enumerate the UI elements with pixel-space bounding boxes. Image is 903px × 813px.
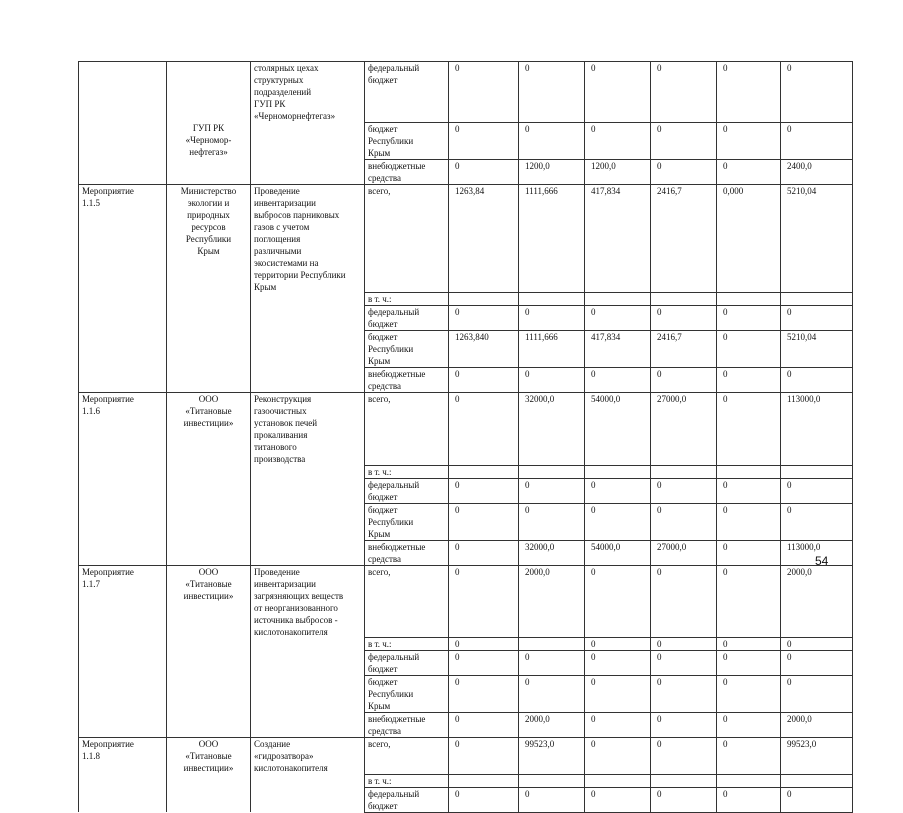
value-cell: 0 xyxy=(585,713,651,738)
executor-cell xyxy=(167,774,251,787)
value-cell: 0 xyxy=(449,478,519,503)
funding-source-cell: бюджет Республики Крым xyxy=(365,676,449,713)
value-cell: 0 xyxy=(717,713,781,738)
executor-cell xyxy=(167,787,251,812)
value-cell xyxy=(519,465,585,478)
value-cell: 0 xyxy=(585,306,651,331)
value-cell: 99523,0 xyxy=(781,738,853,775)
table-row xyxy=(79,738,853,775)
value-cell: 0 xyxy=(651,676,717,713)
value-cell: 99523,0 xyxy=(519,738,585,775)
table-row xyxy=(79,368,853,393)
value-cell xyxy=(651,293,717,306)
funding-source-cell: федеральный бюджет xyxy=(365,651,449,676)
value-cell xyxy=(449,293,519,306)
value-cell: 0 xyxy=(449,306,519,331)
description-cell xyxy=(251,306,365,331)
value-cell: 0 xyxy=(449,676,519,713)
value-cell xyxy=(449,465,519,478)
event-cell: Мероприятие 1.1.8 xyxy=(79,738,167,775)
value-cell: 0 xyxy=(449,738,519,775)
event-cell xyxy=(79,478,167,503)
value-cell: 27000,0 xyxy=(651,540,717,565)
executor-cell xyxy=(167,676,251,713)
value-cell: 0 xyxy=(781,676,853,713)
funding-source-cell: всего, xyxy=(365,738,449,775)
value-cell: 2000,0 xyxy=(781,713,853,738)
value-cell: 27000,0 xyxy=(651,393,717,466)
funding-source-cell: внебюджетные средства xyxy=(365,713,449,738)
value-cell xyxy=(449,774,519,787)
event-cell: Мероприятие 1.1.5 xyxy=(79,184,167,293)
description-cell: Создание «гидрозатвора» кислотонакопителя xyxy=(251,738,365,775)
description-cell: Проведение инвентаризации выбросов парниковых газов с учетом поглощения различными экосистемами на территории Республики Крым xyxy=(251,184,365,293)
executor-cell: ООО «Титановые инвестиции» xyxy=(167,738,251,775)
value-cell: 0 xyxy=(651,122,717,159)
value-cell: 0 xyxy=(585,503,651,540)
description-cell xyxy=(251,787,365,812)
value-cell: 0 xyxy=(781,62,853,123)
description-cell xyxy=(251,638,365,651)
value-cell: 0 xyxy=(449,787,519,812)
value-cell: 0 xyxy=(717,787,781,812)
value-cell: 32000,0 xyxy=(519,540,585,565)
description-cell xyxy=(251,713,365,738)
value-cell: 0 xyxy=(519,651,585,676)
value-cell: 0 xyxy=(519,676,585,713)
value-cell: 0 xyxy=(781,651,853,676)
value-cell: 113000,0 xyxy=(781,393,853,466)
description-cell xyxy=(251,331,365,368)
value-cell: 5210,04 xyxy=(781,331,853,368)
description-cell xyxy=(251,465,365,478)
executor-cell xyxy=(167,368,251,393)
funding-source-cell: в т. ч.: xyxy=(365,465,449,478)
funding-source-cell: всего, xyxy=(365,184,449,293)
value-cell: 1111,666 xyxy=(519,331,585,368)
value-cell: 2000,0 xyxy=(519,565,585,638)
value-cell: 0 xyxy=(519,503,585,540)
value-cell: 0 xyxy=(781,638,853,651)
executor-cell xyxy=(167,465,251,478)
table-row xyxy=(79,676,853,713)
value-cell: 0 xyxy=(449,713,519,738)
description-cell xyxy=(251,540,365,565)
executor-cell xyxy=(167,713,251,738)
funding-source-cell: федеральный бюджет xyxy=(365,62,449,123)
value-cell: 0 xyxy=(651,638,717,651)
page-number: 54 xyxy=(815,554,829,568)
funding-source-cell: федеральный бюджет xyxy=(365,306,449,331)
value-cell: 1200,0 xyxy=(519,159,585,184)
executor-cell xyxy=(167,62,251,123)
event-cell xyxy=(79,787,167,812)
event-cell xyxy=(79,293,167,306)
value-cell: 0 xyxy=(585,565,651,638)
value-cell: 0 xyxy=(717,565,781,638)
table-row xyxy=(79,713,853,738)
value-cell: 0 xyxy=(651,713,717,738)
value-cell: 0 xyxy=(781,122,853,159)
value-cell xyxy=(585,465,651,478)
value-cell: 0 xyxy=(651,503,717,540)
event-cell: Мероприятие 1.1.6 xyxy=(79,393,167,466)
value-cell: 0 xyxy=(781,503,853,540)
description-cell xyxy=(251,293,365,306)
value-cell: 0 xyxy=(585,638,651,651)
value-cell: 0 xyxy=(781,306,853,331)
event-cell xyxy=(79,651,167,676)
value-cell xyxy=(519,638,585,651)
table-row xyxy=(79,787,853,812)
table-row xyxy=(79,122,853,159)
event-cell xyxy=(79,465,167,478)
value-cell: 1200,0 xyxy=(585,159,651,184)
value-cell xyxy=(651,774,717,787)
table-row xyxy=(79,62,853,123)
event-cell xyxy=(79,331,167,368)
executor-cell: ГУП РК «Черномор- нефтегаз» xyxy=(167,122,251,159)
value-cell xyxy=(585,774,651,787)
value-cell: 0 xyxy=(717,62,781,123)
value-cell: 0 xyxy=(717,638,781,651)
value-cell: 0 xyxy=(717,676,781,713)
value-cell: 0 xyxy=(717,368,781,393)
event-cell xyxy=(79,540,167,565)
funding-source-cell: бюджет Республики Крым xyxy=(365,331,449,368)
value-cell: 0 xyxy=(781,787,853,812)
description-cell xyxy=(251,122,365,159)
executor-cell xyxy=(167,478,251,503)
value-cell: 0,000 xyxy=(717,184,781,293)
executor-cell xyxy=(167,159,251,184)
executor-cell xyxy=(167,293,251,306)
funding-source-cell: федеральный бюджет xyxy=(365,787,449,812)
event-cell xyxy=(79,503,167,540)
table-row xyxy=(79,540,853,565)
value-cell: 2000,0 xyxy=(781,565,853,638)
value-cell: 0 xyxy=(519,478,585,503)
value-cell: 0 xyxy=(717,122,781,159)
table-row xyxy=(79,478,853,503)
value-cell xyxy=(519,293,585,306)
value-cell: 0 xyxy=(651,306,717,331)
value-cell: 0 xyxy=(449,159,519,184)
value-cell: 417,834 xyxy=(585,184,651,293)
table-row xyxy=(79,393,853,466)
value-cell: 1111,666 xyxy=(519,184,585,293)
event-cell xyxy=(79,713,167,738)
value-cell: 0 xyxy=(519,787,585,812)
value-cell xyxy=(717,774,781,787)
value-cell: 0 xyxy=(781,478,853,503)
value-cell: 0 xyxy=(449,393,519,466)
value-cell: 113000,0 xyxy=(781,540,853,565)
executor-cell xyxy=(167,651,251,676)
value-cell: 0 xyxy=(717,331,781,368)
value-cell: 2000,0 xyxy=(519,713,585,738)
value-cell: 0 xyxy=(651,787,717,812)
value-cell: 54000,0 xyxy=(585,540,651,565)
budget-table xyxy=(78,61,853,813)
value-cell: 0 xyxy=(585,122,651,159)
value-cell: 2416,7 xyxy=(651,184,717,293)
description-cell: Реконструкция газоочистных установок печей прокаливания титанового производства xyxy=(251,393,365,466)
value-cell: 0 xyxy=(519,306,585,331)
executor-cell xyxy=(167,638,251,651)
value-cell: 32000,0 xyxy=(519,393,585,466)
value-cell: 0 xyxy=(449,122,519,159)
value-cell: 0 xyxy=(651,62,717,123)
value-cell: 0 xyxy=(519,62,585,123)
value-cell: 0 xyxy=(585,478,651,503)
event-cell xyxy=(79,62,167,123)
description-cell xyxy=(251,651,365,676)
executor-cell xyxy=(167,306,251,331)
executor-cell: ООО «Титановые инвестиции» xyxy=(167,393,251,466)
table-row xyxy=(79,331,853,368)
funding-source-cell: в т. ч.: xyxy=(365,774,449,787)
value-cell xyxy=(519,774,585,787)
value-cell xyxy=(717,465,781,478)
description-cell xyxy=(251,503,365,540)
funding-source-cell: федеральный бюджет xyxy=(365,478,449,503)
description-cell: столярных цехах структурных подразделений ГУП РК «Черноморнефтегаз» xyxy=(251,62,365,123)
value-cell: 0 xyxy=(651,651,717,676)
value-cell: 0 xyxy=(449,638,519,651)
event-cell xyxy=(79,159,167,184)
value-cell: 2416,7 xyxy=(651,331,717,368)
table-row xyxy=(79,638,853,651)
description-cell xyxy=(251,159,365,184)
value-cell: 417,834 xyxy=(585,331,651,368)
value-cell xyxy=(781,465,853,478)
value-cell: 0 xyxy=(449,368,519,393)
event-cell xyxy=(79,638,167,651)
value-cell: 0 xyxy=(449,62,519,123)
value-cell xyxy=(781,293,853,306)
table-row xyxy=(79,159,853,184)
value-cell: 1263,84 xyxy=(449,184,519,293)
value-cell: 0 xyxy=(585,368,651,393)
table-row xyxy=(79,293,853,306)
event-cell: Мероприятие 1.1.7 xyxy=(79,565,167,638)
value-cell: 0 xyxy=(717,503,781,540)
funding-source-cell: бюджет Республики Крым xyxy=(365,503,449,540)
value-cell: 0 xyxy=(585,62,651,123)
executor-cell: ООО «Титановые инвестиции» xyxy=(167,565,251,638)
executor-cell xyxy=(167,540,251,565)
value-cell: 0 xyxy=(717,159,781,184)
event-cell xyxy=(79,368,167,393)
value-cell: 0 xyxy=(651,478,717,503)
value-cell: 0 xyxy=(717,651,781,676)
executor-cell xyxy=(167,331,251,368)
event-cell xyxy=(79,676,167,713)
value-cell: 54000,0 xyxy=(585,393,651,466)
value-cell: 0 xyxy=(449,565,519,638)
executor-cell xyxy=(167,503,251,540)
funding-source-cell: бюджет Республики Крым xyxy=(365,122,449,159)
value-cell: 0 xyxy=(781,368,853,393)
event-cell xyxy=(79,306,167,331)
funding-source-cell: внебюджетные средства xyxy=(365,540,449,565)
funding-source-cell: внебюджетные средства xyxy=(365,368,449,393)
funding-source-cell: всего, xyxy=(365,393,449,466)
funding-source-cell: всего, xyxy=(365,565,449,638)
value-cell xyxy=(651,465,717,478)
table-row xyxy=(79,465,853,478)
value-cell: 5210,04 xyxy=(781,184,853,293)
value-cell: 0 xyxy=(651,159,717,184)
value-cell: 0 xyxy=(449,503,519,540)
value-cell: 0 xyxy=(449,651,519,676)
value-cell: 0 xyxy=(717,540,781,565)
description-cell: Проведение инвентаризации загрязняющих веществ от неорганизованного источника выбросов - кислотонакопителя xyxy=(251,565,365,638)
event-cell xyxy=(79,774,167,787)
table-row xyxy=(79,565,853,638)
value-cell: 1263,840 xyxy=(449,331,519,368)
executor-cell: Министерство экологии и природных ресурсов Республики Крым xyxy=(167,184,251,293)
description-cell xyxy=(251,676,365,713)
value-cell: 0 xyxy=(585,651,651,676)
value-cell: 0 xyxy=(717,393,781,466)
value-cell: 0 xyxy=(519,368,585,393)
table-row xyxy=(79,306,853,331)
value-cell: 0 xyxy=(717,306,781,331)
description-cell xyxy=(251,478,365,503)
value-cell: 0 xyxy=(717,738,781,775)
value-cell xyxy=(717,293,781,306)
value-cell xyxy=(585,293,651,306)
funding-source-cell: в т. ч.: xyxy=(365,638,449,651)
table-row xyxy=(79,184,853,293)
table-row xyxy=(79,651,853,676)
description-cell xyxy=(251,774,365,787)
value-cell: 0 xyxy=(717,478,781,503)
value-cell: 0 xyxy=(519,122,585,159)
funding-source-cell: в т. ч.: xyxy=(365,293,449,306)
value-cell: 2400,0 xyxy=(781,159,853,184)
description-cell xyxy=(251,368,365,393)
value-cell: 0 xyxy=(585,676,651,713)
value-cell: 0 xyxy=(651,738,717,775)
value-cell: 0 xyxy=(651,565,717,638)
value-cell: 0 xyxy=(449,540,519,565)
value-cell: 0 xyxy=(585,787,651,812)
table-row xyxy=(79,503,853,540)
funding-source-cell: внебюджетные средства xyxy=(365,159,449,184)
value-cell xyxy=(781,774,853,787)
table-row xyxy=(79,774,853,787)
value-cell: 0 xyxy=(585,738,651,775)
event-cell xyxy=(79,122,167,159)
value-cell: 0 xyxy=(651,368,717,393)
